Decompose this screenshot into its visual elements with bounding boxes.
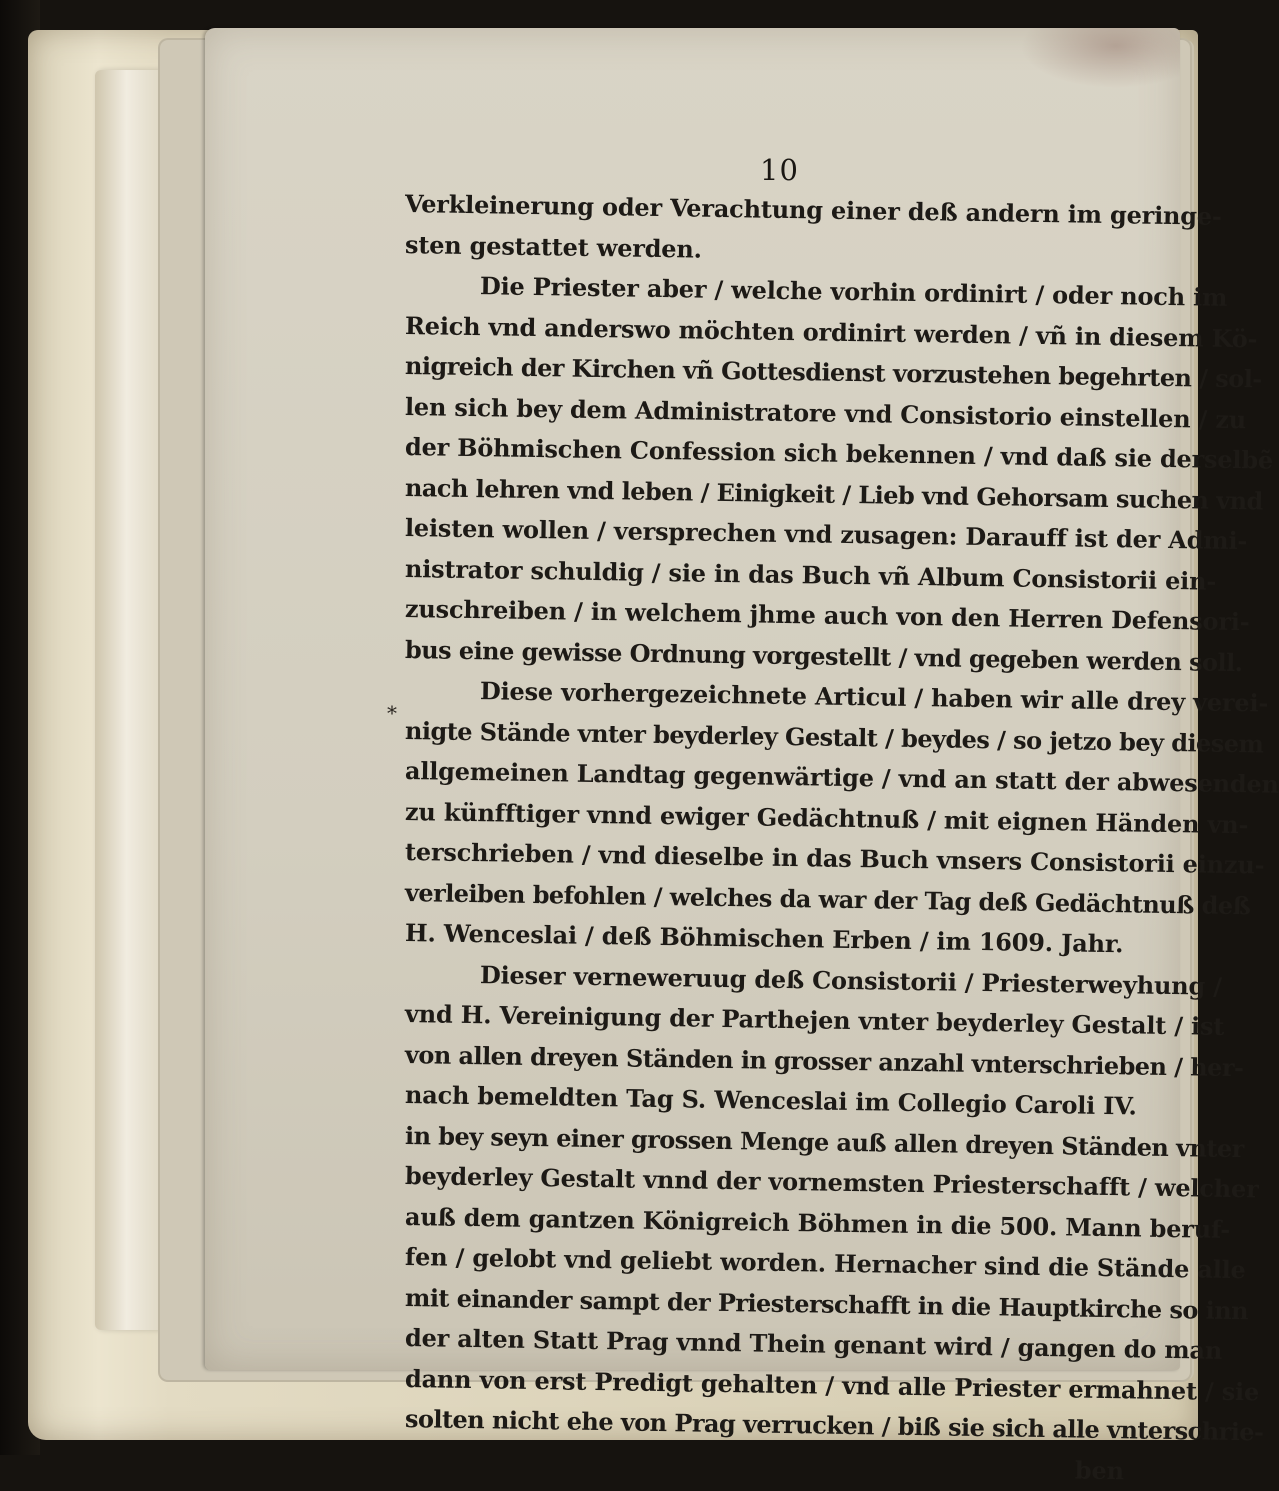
- text-line: verleiben befohlen / welches da war der Tag deß Gedächtnuß deß: [404, 877, 1251, 920]
- text-line: mit einander sampt der Priesterschafft in die Hauptkirche so inn: [404, 1282, 1249, 1325]
- text-line: beyderley Gestalt vnnd der vornemsten Priesterschafft / welcher: [404, 1161, 1259, 1204]
- text-line: auß dem gantzen Königreich Böhmen in die 500. Mann beruf-: [404, 1201, 1231, 1244]
- text-line: len sich bey dem Administratore vnd Consistorio einstellen / zu: [404, 391, 1247, 434]
- text-line: in bey seyn einer grossen Menge auß allen dreyen Ständen vnter: [404, 1120, 1245, 1163]
- text-line: solten nicht ehe von Prag verrucken / biß sie sich alle vnterschrie-: [404, 1404, 1264, 1447]
- page-number: 10: [760, 153, 799, 187]
- text-line: nach lehren vnd leben / Einigkeit / Lieb vnd Gehorsam suchen vnd: [404, 472, 1264, 515]
- text-line: Verkleinerung oder Verachtung einer deß andern im geringe-: [404, 189, 1222, 231]
- text-line: nistrator schuldig / sie in das Buch vñ Album Consistorii ein-: [404, 553, 1217, 596]
- text-line: leisten wollen / versprechen vnd zusagen: Darauff ist der Admi-: [404, 513, 1248, 556]
- text-line: terschrieben / vnd dieselbe in das Buch vnsers Consistorii einzu-: [404, 837, 1265, 880]
- paragraph-start: Die Priester aber / welche vorhin ordinirt / oder noch im: [479, 271, 1228, 312]
- text-line: sten gestattet werden.: [404, 229, 702, 264]
- body-text: [404, 184, 1279, 1485]
- text-line: allgemeinen Landtag gegenwärtige / vnd an statt der abwesenden: [404, 756, 1279, 799]
- cover-fold: [95, 70, 165, 1330]
- text-line: vnd H. Vereinigung der Parthejen vnter beyderley Gestalt / ist: [404, 999, 1225, 1041]
- text-line: von allen dreyen Ständen in grosser anzahl vnterschrieben / her-: [404, 1039, 1244, 1082]
- text-line: nigte Stände vnter beyderley Gestalt / beydes / so jetzo bey diesem: [404, 715, 1264, 758]
- text-line: nigreich der Kirchen vñ Gottesdienst vorzustehen begehrten / sol-: [404, 351, 1262, 394]
- text-line: der Böhmischen Confession sich bekennen / vnd daß sie derselbẽ: [404, 432, 1274, 475]
- text-line: H. Wenceslai / deß Böhmischen Erben / im 1609. Jahr.: [404, 918, 1124, 959]
- text-line: zu künfftiger vnnd ewiger Gedächtnuß / mit eignen Händen vn-: [404, 796, 1249, 839]
- text-line: der alten Statt Prag vnnd Thein genant wird / gangen do man: [404, 1323, 1223, 1365]
- paragraph-start: Diese vorhergezeichnete Articul / haben wir alle drey verei-: [479, 676, 1269, 718]
- text-line: zuschreiben / in welchem jhme auch von den Herren Defensori-: [404, 594, 1250, 637]
- catchword: ben: [1074, 1455, 1125, 1485]
- text-line: bus eine gewisse Ordnung vorgestellt / vnd gegeben werden soll.: [404, 634, 1243, 677]
- text-line: dann von erst Predigt gehalten / vnd alle Priester ermahnet / sie: [404, 1363, 1260, 1406]
- margin-mark: *: [387, 701, 397, 725]
- text-line: Reich vnd anderswo möchten ordinirt werden / vñ in diesem Kö-: [404, 310, 1258, 353]
- text-line: nach bemeldten Tag S. Wenceslai im Collegio Caroli IV.: [404, 1080, 1137, 1121]
- text-line: fen / gelobt vnd geliebt worden. Hernacher sind die Stände alle: [404, 1242, 1246, 1285]
- paragraph-start: Dieser verneweruug deß Consistorii / Priesterweyhung /: [479, 959, 1223, 1001]
